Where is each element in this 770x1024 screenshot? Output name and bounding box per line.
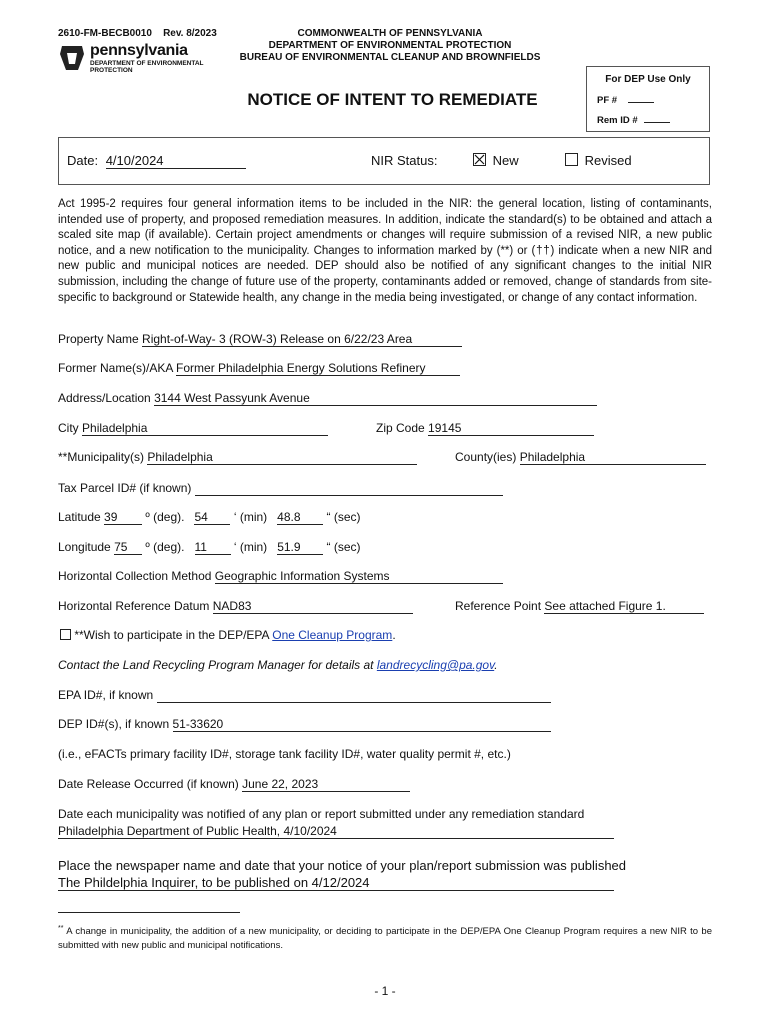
agency-header: COMMONWEALTH OF PENNSYLVANIA DEPARTMENT OF ENVIRONMENTAL PROTECTION BUREAU OF ENVIRONMENTAL CLEANUP AND BROWNFIELDS <box>239 28 541 63</box>
intro-paragraph: Act 1995-2 requires four general information items to be included in the NIR: the general location, listing of contaminants, intended use of property, and proposed remediation measures. In addition, indicate the standard(s) to be obtained and attach a scaled site map (if available). Certain project amendments or changes will require submission of a revised NIR, a new public notice, and a new notification to the municipality. Changes to information marked by (**) or (††) indicate when a new NIR and new public and municipal notices are needed. DEP should also be notified of any significant changes to the initial NIR submission, including the change of future use of the property, contaminants added or removed, change of standards from site-specific to background or Statewide health, any change in the media being investigated, or change of any contact information. <box>58 198 712 304</box>
dep-use-only-box: For DEP Use Only PF # Rem ID # <box>586 66 710 132</box>
property-name-field[interactable]: Property Name Right-of-Way- 3 (ROW-3) Release on 6/22/23 Area <box>58 332 462 347</box>
logo-subtitle: DEPARTMENT OF ENVIRONMENTAL PROTECTION <box>90 60 204 74</box>
id-examples-note: (i.e., eFACTs primary facility ID#, storage tank facility ID#, water quality permit #, etc.) <box>58 747 511 761</box>
keystone-icon <box>58 44 86 72</box>
longitude-field[interactable]: Longitude 75 º (deg). 11 ‘ (min) 51.9 “ (sec) <box>58 540 361 554</box>
municipality-field[interactable]: **Municipality(s) Philadelphia <box>58 450 417 465</box>
nir-status-label: NIR Status: <box>371 153 438 168</box>
tax-parcel-field[interactable]: Tax Parcel ID# (if known) <box>58 481 503 496</box>
one-cleanup-link[interactable]: One Cleanup Program <box>272 628 393 642</box>
dep-id-field[interactable]: DEP ID#(s), if known 51-33620 <box>58 717 551 732</box>
municipality-notified-field[interactable]: Philadelphia Department of Public Health, 4/10/2024 <box>58 824 614 839</box>
status-box <box>58 137 710 185</box>
zip-code-field[interactable]: Zip Code 19145 <box>376 421 594 436</box>
page-number: - 1 - <box>374 984 396 998</box>
release-date-field[interactable]: Date Release Occurred (if known) June 22, 2023 <box>58 777 410 792</box>
former-name-field[interactable]: Former Name(s)/AKA Former Philadelphia Energy Solutions Refinery <box>58 361 460 376</box>
epa-id-field[interactable]: EPA ID#, if known <box>58 688 551 703</box>
footnote: ** A change in municipality, the addition of a new municipality, or deciding to participate in the DEP/EPA One Cleanup Program requires a new NIR to be submitted with new public and municipal notifications. <box>58 925 712 951</box>
check-x-icon <box>474 154 485 165</box>
rem-id-field[interactable]: Rem ID # <box>597 115 670 126</box>
municipality-notified-label: Date each municipality was notified of any plan or report submitted under any remediation standard <box>58 807 585 821</box>
new-checkbox[interactable] <box>473 153 486 166</box>
latitude-field[interactable]: Latitude 39 º (deg). 54 ‘ (min) 48.8 “ (sec) <box>58 510 361 524</box>
one-cleanup-checkbox[interactable] <box>60 629 71 640</box>
date-field[interactable]: Date: 4/10/2024 <box>67 153 246 169</box>
horizontal-collection-method-field[interactable]: Horizontal Collection Method Geographic Information Systems <box>58 569 503 584</box>
logo-wordmark: pennsylvania <box>90 42 188 59</box>
newspaper-field[interactable]: The Phildelphia Inquirer, to be published on 4/12/2024 <box>58 875 614 891</box>
revised-checkbox[interactable] <box>565 153 578 166</box>
footnote-divider <box>58 912 240 913</box>
status-revised-option[interactable]: Revised <box>565 153 632 168</box>
reference-point-field[interactable]: Reference Point See attached Figure 1. <box>455 599 704 614</box>
address-field[interactable]: Address/Location 3144 West Passyunk Avenue <box>58 391 597 406</box>
city-field[interactable]: City Philadelphia <box>58 421 328 436</box>
county-field[interactable]: County(ies) Philadelphia <box>455 450 706 465</box>
status-new-option[interactable]: New <box>473 153 519 168</box>
form-id: 2610-FM-BECB0010 Rev. 8/2023 <box>58 28 217 39</box>
pf-number-field[interactable]: PF # <box>597 95 654 106</box>
page-title: NOTICE OF INTENT TO REMEDIATE <box>247 90 538 109</box>
newspaper-label: Place the newspaper name and date that your notice of your plan/report submission was published <box>58 858 627 873</box>
contact-note: Contact the Land Recycling Program Manager for details at landrecycling@pa.gov. <box>58 658 498 672</box>
horizontal-reference-datum-field[interactable]: Horizontal Reference Datum NAD83 <box>58 599 413 614</box>
landrecycling-email-link[interactable]: landrecycling@pa.gov <box>376 658 495 672</box>
one-cleanup-option: **Wish to participate in the DEP/EPA One Cleanup Program. <box>60 628 396 642</box>
